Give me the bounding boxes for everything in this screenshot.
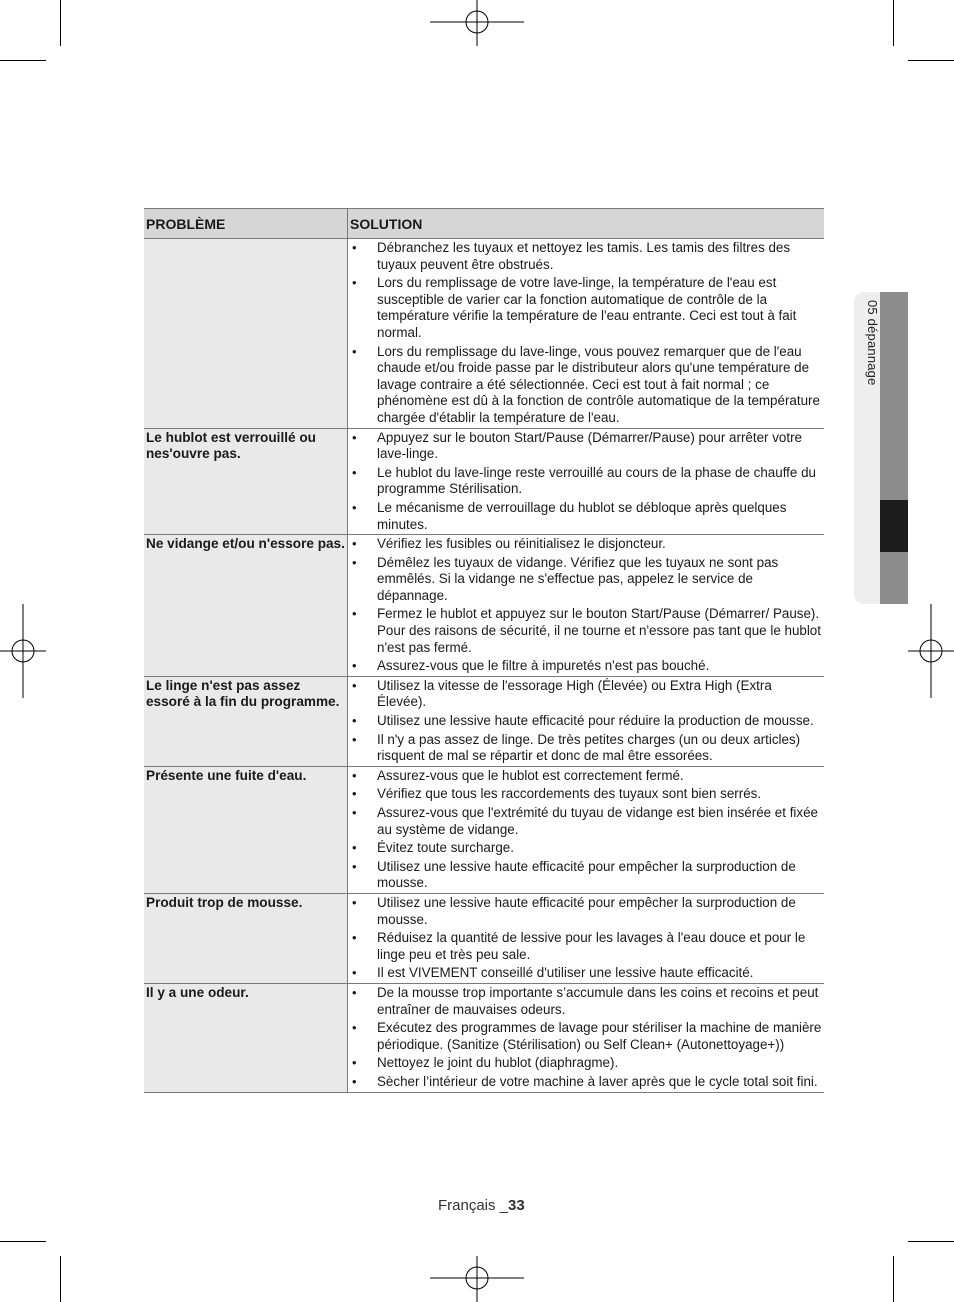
registration-mark-left <box>0 604 46 698</box>
table-row <box>144 239 824 429</box>
table-header-row <box>144 209 824 239</box>
problem-cell: Ne vidange et/ou n'essore pas. <box>144 535 348 677</box>
table-row <box>144 676 824 766</box>
solution-list <box>350 895 824 982</box>
chapter-tab-label: 05 dépannage <box>865 300 880 386</box>
crop-mark <box>893 1256 894 1302</box>
solution-list <box>350 536 824 675</box>
crop-mark <box>908 60 954 61</box>
troubleshooting-table <box>144 208 824 1093</box>
solution-cell <box>348 983 825 1092</box>
solution-list <box>350 678 824 765</box>
problem-cell: Le hublot est verrouillé ou nes'ouvre pas. <box>144 428 348 535</box>
solution-item: • De la mousse trop importante s’accumule dans les coins et recoins et peut entraîner de mauvaises odeurs. <box>350 985 824 1018</box>
solution-cell <box>348 676 825 766</box>
problem-cell: Produit trop de mousse. <box>144 893 348 983</box>
solution-item: • Nettoyez le joint du hublot (diaphragme). <box>350 1055 824 1072</box>
table-row <box>144 893 824 983</box>
solution-item: • Sècher l’intérieur de votre machine à laver après que le cycle total soit fini. <box>350 1074 824 1091</box>
solution-list <box>350 240 824 427</box>
solution-item: • Utilisez une lessive haute efficacité pour réduire la production de mousse. <box>350 713 824 730</box>
solution-item: • Appuyez sur le bouton Start/Pause (Démarrer/Pause) pour arrêter votre lave-linge. <box>350 430 824 463</box>
table-row <box>144 766 824 893</box>
solution-item: • Assurez-vous que l'extrémité du tuyau de vidange est bien insérée et fixée au système de vidange. <box>350 805 824 838</box>
solution-item: • Vérifiez les fusibles ou réinitialisez le disjoncteur. <box>350 536 824 553</box>
solution-item: • Démêlez les tuyaux de vidange. Vérifiez que les tuyaux ne sont pas emmêlés. Si la vidange ne s'effectue pas, appelez le service de dépannage. <box>350 555 824 605</box>
solution-item: • Utilisez une lessive haute efficacité pour empêcher la surproduction de mousse. <box>350 895 824 928</box>
chapter-tab-stripe <box>880 552 908 604</box>
crop-mark <box>60 1256 61 1302</box>
table-body <box>144 239 824 1093</box>
crop-mark <box>908 1241 954 1242</box>
solution-item: • Assurez-vous que le filtre à impuretés n'est pas bouché. <box>350 658 824 675</box>
registration-mark-top <box>430 0 524 46</box>
page-number: 33 <box>508 1197 525 1214</box>
chapter-tab-stripe <box>880 292 908 500</box>
solution-item: • Fermez le hublot et appuyez sur le bouton Start/Pause (Démarrer/ Pause). Pour des raisons de sécurité, il ne tourne et n'essore pas tant que le hublot n'est pas fermé. <box>350 606 824 656</box>
solution-list <box>350 430 824 534</box>
header-solution: SOLUTION <box>348 209 825 239</box>
solution-item: • Il est VIVEMENT conseillé d'utiliser une lessive haute efficacité. <box>350 965 824 982</box>
header-problem: PROBLÈME <box>144 209 348 239</box>
problem-cell: Le linge n'est pas assez essoré à la fin du programme. <box>144 676 348 766</box>
crop-mark <box>893 0 894 46</box>
solution-item: • Assurez-vous que le hublot est correctement fermé. <box>350 768 824 785</box>
solution-cell <box>348 535 825 677</box>
chapter-tab-active-marker <box>880 500 908 552</box>
solution-item: • Le hublot du lave-linge reste verrouillé au cours de la phase de chauffe du programme Stérilisation. <box>350 465 824 498</box>
crop-mark <box>0 1241 46 1242</box>
solution-item: • Il n'y a pas assez de linge. De très petites charges (un ou deux articles) risquent de mal se répartir et donc de mal être essorées. <box>350 732 824 765</box>
solution-cell <box>348 766 825 893</box>
table-row <box>144 535 824 677</box>
problem-cell: Il y a une odeur. <box>144 983 348 1092</box>
solution-cell <box>348 893 825 983</box>
solution-cell <box>348 239 825 429</box>
solution-item: • Utilisez une lessive haute efficacité pour empêcher la surproduction de mousse. <box>350 859 824 892</box>
problem-cell: Présente une fuite d'eau. <box>144 766 348 893</box>
crop-mark <box>60 0 61 46</box>
solution-cell <box>348 428 825 535</box>
solution-list <box>350 985 824 1091</box>
table-row <box>144 428 824 535</box>
table-row <box>144 983 824 1092</box>
solution-item: • Lors du remplissage de votre lave-linge, la température de l'eau est susceptible de varier car la fonction automatique de contrôle de la température vérifie la température de l'eau entrante. Ceci est tout à fait normal. <box>350 275 824 341</box>
problem-cell <box>144 239 348 429</box>
solution-item: • Évitez toute surcharge. <box>350 840 824 857</box>
solution-item: • Exécutez des programmes de lavage pour stériliser la machine de manière périodique. (Sanitize (Stérilisation) ou Self Clean+ (Autonettoyage+)) <box>350 1020 824 1053</box>
solution-item: • Le mécanisme de verrouillage du hublot se débloque après quelques minutes. <box>350 500 824 533</box>
solution-item: • Lors du remplissage du lave-linge, vous pouvez remarquer que de l'eau chaude et/ou froide passe par le distributeur alors qu'une température de lavage contraire a été sélectionnée. Ceci est tout à fait normal ; ce phénomène est dû à la fonction de contrôle automatique de la température chargée d'établir la température de l'eau. <box>350 344 824 427</box>
registration-mark-right <box>908 604 954 698</box>
solution-item: • Réduisez la quantité de lessive pour les lavages à l'eau douce et pour le linge peu et très peu sale. <box>350 930 824 963</box>
solution-item: • Utilisez la vitesse de l'essorage High (Élevée) ou Extra High (Extra Élevée). <box>350 678 824 711</box>
solution-item: • Débranchez les tuyaux et nettoyez les tamis. Les tamis des filtres des tuyaux peuvent être obstrués. <box>350 240 824 273</box>
footer-language: Français _ <box>438 1197 509 1214</box>
solution-item: • Vérifiez que tous les raccordements des tuyaux sont bien serrés. <box>350 786 824 803</box>
solution-list <box>350 768 824 892</box>
page-footer <box>438 1197 525 1214</box>
registration-mark-bottom <box>430 1256 524 1302</box>
crop-mark <box>0 60 46 61</box>
